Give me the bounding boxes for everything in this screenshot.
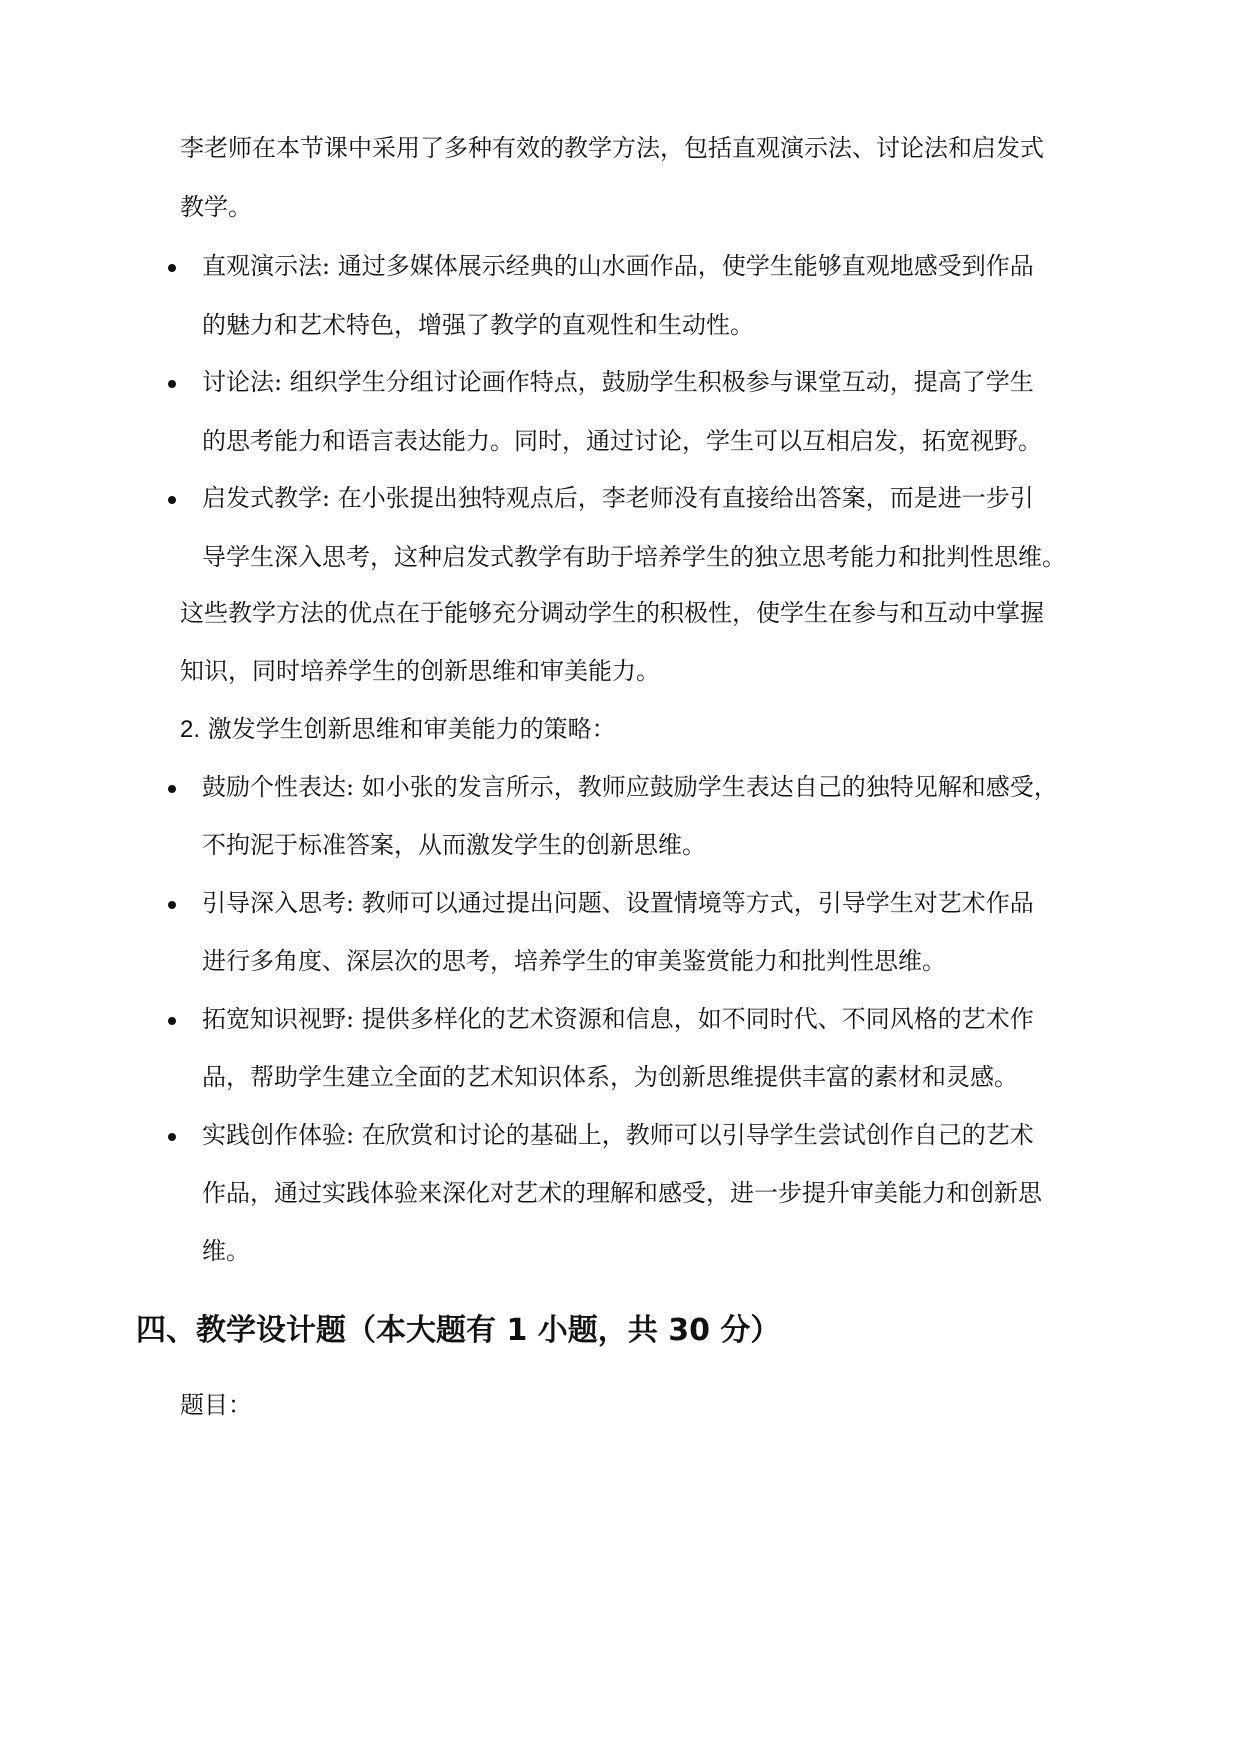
summary-line-1: 这些教学方法的优点在于能够充分调动学生的积极性，使学生在参与和互动中掌握: [180, 599, 1044, 627]
method-1-term: 直观演示法:: [202, 252, 331, 280]
intro-line-2: 教学。: [180, 193, 252, 221]
section-2-text: 激发学生创新思维和审美能力的策略：: [207, 715, 616, 743]
question-label: 题目：: [180, 1391, 252, 1419]
strategy-1-line-2: 不拘泥于标准答案，从而激发学生的创新思维。: [202, 831, 706, 859]
bullet-icon: [168, 901, 176, 909]
method-3-line-1: [202, 483, 1034, 513]
method-3-term: 启发式教学:: [202, 484, 331, 512]
section-2-number: 2.: [180, 716, 201, 743]
strategy-2-text: 教师可以通过提出问题、设置情境等方式，引导学生对艺术作品: [361, 889, 1034, 917]
strategy-2-line-2: 进行多角度、深层次的思考，培养学生的审美鉴赏能力和批判性思维。: [202, 947, 946, 975]
bullet-icon: [168, 1133, 176, 1141]
strategy-2-line-1: [202, 888, 1034, 918]
strategy-1-line-1: [202, 772, 1058, 802]
method-1-line-2: 的魅力和艺术特色，增强了教学的直观性和生动性。: [202, 311, 754, 339]
method-1-line-1: [202, 251, 1034, 281]
method-2-line-2: 的思考能力和语言表达能力。同时，通过讨论，学生可以互相启发，拓宽视野。: [202, 427, 1042, 455]
strategy-1-text: 如小张的发言所示，教师应鼓励学生表达自己的独特见解和感受，: [361, 773, 1058, 801]
strategy-3-term: 拓宽知识视野:: [202, 1005, 355, 1033]
method-3-text: 在小张提出独特观点后，李老师没有直接给出答案，而是进一步引: [337, 484, 1034, 512]
strategy-4-text: 在欣赏和讨论的基础上，教师可以引导学生尝试创作自己的艺术: [361, 1121, 1034, 1149]
strategy-4-line-3: 维。: [202, 1237, 250, 1265]
bullet-icon: [168, 496, 176, 504]
method-1-text: 通过多媒体展示经典的山水画作品，使学生能够直观地感受到作品: [337, 252, 1034, 280]
method-3-line-2: 导学生深入思考，这种启发式教学有助于培养学生的独立思考能力和批判性思维。: [202, 543, 1066, 571]
section-2-title: [180, 714, 616, 745]
method-2-text: 组织学生分组讨论画作特点，鼓励学生积极参与课堂互动，提高了学生: [289, 368, 1034, 396]
method-2-term: 讨论法:: [202, 368, 283, 396]
summary-line-2: 知识，同时培养学生的创新思维和审美能力。: [180, 657, 660, 685]
bullet-icon: [168, 785, 176, 793]
strategy-3-line-1: [202, 1004, 1034, 1034]
strategy-4-term: 实践创作体验:: [202, 1121, 355, 1149]
strategy-3-line-2: 品，帮助学生建立全面的艺术知识体系，为创新思维提供丰富的素材和灵感。: [202, 1063, 1018, 1091]
bullet-icon: [168, 1017, 176, 1025]
strategy-2-term: 引导深入思考:: [202, 889, 355, 917]
strategy-1-term: 鼓励个性表达:: [202, 773, 355, 801]
strategy-4-line-1: [202, 1120, 1034, 1150]
strategy-4-line-2: 作品，通过实践体验来深化对艺术的理解和感受，进一步提升审美能力和创新思: [202, 1179, 1042, 1207]
strategy-3-text: 提供多样化的艺术资源和信息，如不同时代、不同风格的艺术作: [361, 1005, 1034, 1033]
method-2-line-1: [202, 367, 1034, 397]
section-heading: 四、教学设计题（本大题有 1 小题，共 30 分）: [136, 1313, 781, 1348]
intro-line-1: 李老师在本节课中采用了多种有效的教学方法，包括直观演示法、讨论法和启发式: [180, 134, 1044, 162]
bullet-icon: [168, 264, 176, 272]
bullet-icon: [168, 380, 176, 388]
